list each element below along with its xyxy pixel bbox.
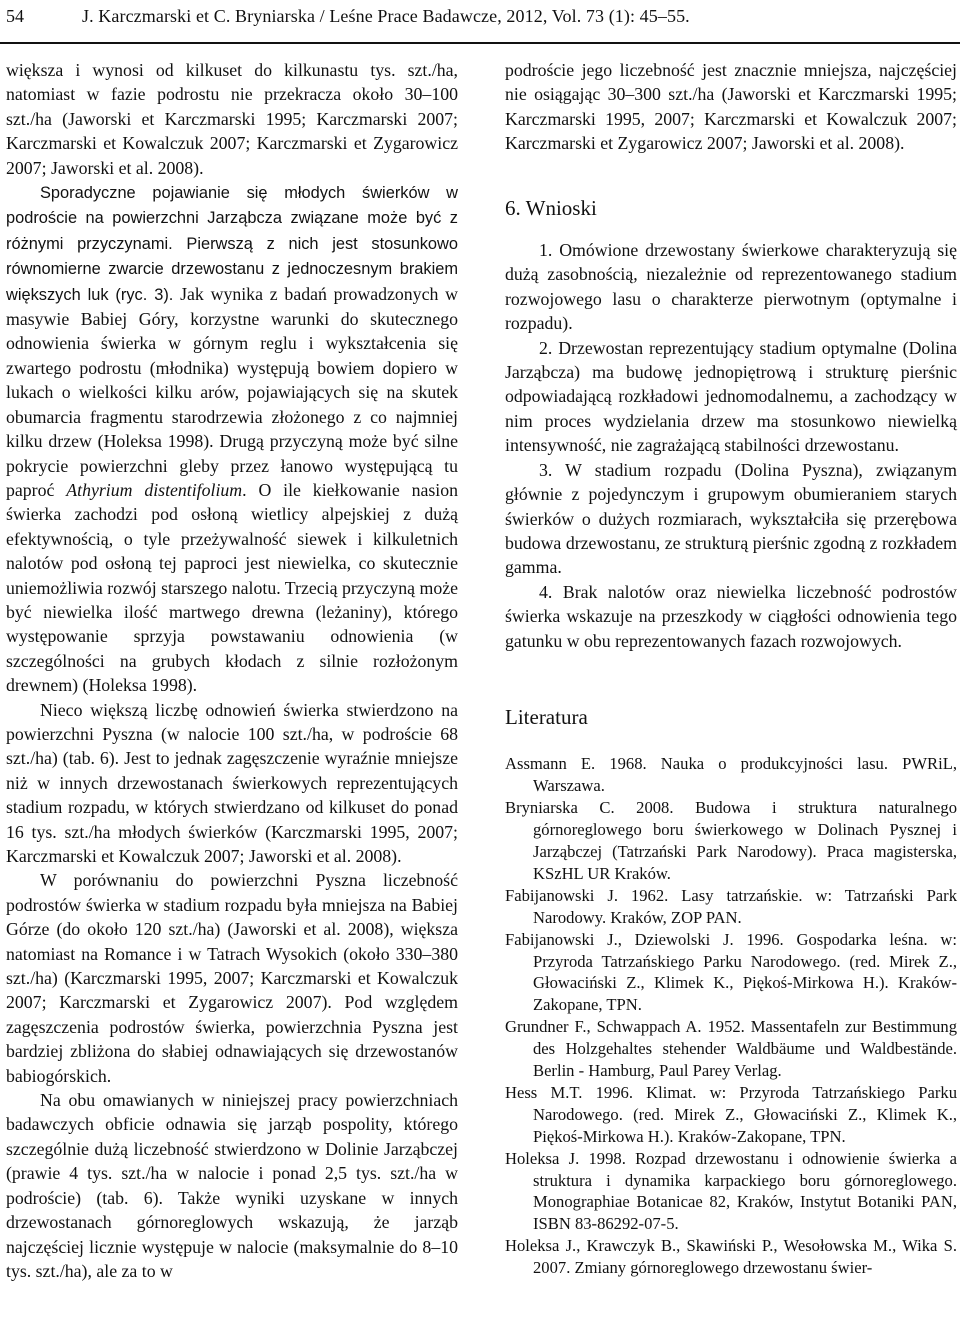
right-column bbox=[505, 58, 957, 1279]
left-paragraph-1: większa i wynosi od kilkuset do kilkunastu tys. szt./ha, natomiast w fazie podrostu nie przekracza około 30–100 szt./ha (Jaworski et Karczmarski 1995; Karczmarski 2007; Karczmarski et Kowalczuk 2007; Karczmarski et Zygarowicz 2007; Jaworski et al. 2008). bbox=[6, 60, 458, 178]
page-header bbox=[0, 0, 960, 46]
header-rule bbox=[0, 42, 960, 44]
references-list bbox=[505, 753, 957, 1279]
reference-item: Holeksa J. 1998. Rozpad drzewostanu i odnowienie świerka a struktura i dynamika karpackiego boru górnoreglowego. Monographiae Botanicae 82, Kraków, Instytut Botaniki PAN, ISBN 83-86292-07-5. bbox=[505, 1148, 957, 1234]
reference-item: Assmann E. 1968. Nauka o produkcyjności lasu. PWRiL, Warszawa. bbox=[505, 754, 957, 796]
references-heading: Literatura bbox=[505, 704, 588, 729]
reference-item: Hess M.T. 1996. Klimat. w: Przyroda Tatrzańskiego Parku Narodowego. (red. Mirek Z., Głowaciński Z., Klimek K., Piękoś-Mirkowa H.). Kraków-Zakopane, TPN. bbox=[505, 1082, 957, 1146]
page-number: 54 bbox=[6, 6, 24, 26]
reference-item: Holeksa J., Krawczyk B., Skawiński P., Wesołowska M., Wika S. 2007. Zmiany górnoreglowego drzewostanu świer- bbox=[505, 1236, 957, 1278]
left-paragraph-5: Na obu omawianych w niniejszej pracy powierzchniach badawczych obficie odnawia się jarząb pospolity, którego szczególnie dużą liczebność stwierdzono w Dolinie Jarząbczej (prawie 4 tys. szt./ha w nalocie i ponad 2,5 tys. szt./ha w podroście) (tab. 6). Także wyniki uzyskane w innych drzewostanach górnoreglowych wskazują, że jarząb najczęściej licznie występuje w nalocie (maksymalnie do 8–10 tys. szt./ha), ale za to w bbox=[6, 1090, 458, 1281]
conclusion-item-2: 2. Drzewostan reprezentujący stadium optymalne (Dolina Jarząbcza) ma budowę jednopiętrową i strukturę pierśnic odpowiadającą rozkładowi jednomodalnemu, a zachodzący w nim proces wydzielania drzew ma stosunkowo niewielką intensywność, nie zagrażającą stabilności drzewostanu. bbox=[505, 337, 957, 456]
right-paragraph-1: podroście jego liczebność jest znacznie mniejsza, najczęściej nie osiągając 30–300 szt./ha (Jaworski et Karczmarski 1995; Karczmarski 1995, 2007; Karczmarski et Kowalczuk 2007; Karczmarski et Zygarowicz 2007; Jaworski et al. 2008). bbox=[505, 60, 957, 154]
reference-item: Bryniarska C. 2008. Budowa i struktura naturalnego górnoreglowego boru świerkowego w Dolinach Pysznej i Jarząbczej (Tatrzański Park Narodowy). Praca magisterska, KSzHL UR Kraków. bbox=[505, 798, 957, 883]
conclusion-item-3: 3. W stadium rozpadu (Dolina Pyszna), związanym głównie z pojedynczym i grupowym obumieraniem starych świerków o dużych rozmiarach, wykształciła się przerębowa budowa drzewostanu, ze strukturą pierśnic zgodną z rozkładem gamma. bbox=[505, 459, 957, 578]
reference-item: Fabijanowski J. 1962. Lasy tatrzańskie. w: Tatrzański Park Narodowy. Kraków, ZOP PAN. bbox=[505, 885, 957, 927]
reference-item: Fabijanowski J., Dziewolski J. 1996. Gospodarka leśna. w: Przyroda Tatrzańskiego Parku Narodowego. (red. Mirek Z., Głowaciński Z., Klimek K., Piękoś-Mirkowa H.). Kraków-Zakopane, TPN. bbox=[505, 929, 957, 1015]
species-name: Athyrium distentifolium bbox=[66, 479, 243, 500]
reference-item: Grundner F., Schwappach A. 1952. Massentafeln zur Bestimmung des Holzgehaltes stehender Waldbäume und Waldbestände. Berlin - Hamburg, Paul Parey Verlag. bbox=[505, 1017, 957, 1081]
left-paragraph-2 bbox=[6, 180, 458, 698]
left-column bbox=[6, 58, 458, 1283]
conclusion-item-1: 1. Omówione drzewostany świerkowe charakteryzują się dużą zasobnością, niezależnie od reprezentowanego stadium rozwojowego lasu o charakterze pierwotnym (optymalne i rozpadu). bbox=[505, 240, 957, 334]
running-head: J. Karczmarski et C. Bryniarska / Leśne Prace Badawcze, 2012, Vol. 73 (1): 45–55. bbox=[82, 6, 690, 26]
conclusions-heading: 6. Wnioski bbox=[505, 195, 597, 220]
conclusion-item-4: 4. Brak nalotów oraz niewielka liczebność podrostów świerka wskazuje na przeszkody w ciągłości odnowienia tego gatunku w obu reprezentowanych fazach rozwojowych. bbox=[505, 581, 957, 651]
left-paragraph-2-part-b: Jak wynika z badań prowadzonych w masywie Babiej Góry, korzystne warunki do skutecznego odnowienia świerka w górnym reglu i wykształcenia się zwartego podrostu (młodnika) występują bowiem dopiero w lukach o wielkości kilku arów, pojawiających się na skutek obumarcia fragmentu starodrzewia złożonego z co najmniej kilku drzew (Holeksa 1998). Drugą przyczyną może być silne pokrycie powierzchni gleby przez łanowo występującą tu paproć bbox=[6, 283, 458, 500]
conclusions-list bbox=[505, 238, 957, 653]
left-paragraph-2-part-c: . O ile kiełkowanie nasion świerka zachodzi pod osłoną wietlicy alpejskiej z dużą efektywnością, o tyle przeżywalność siewek i kilkuletnich nalotów pod osłoną tej paproci jest niewielka, co skutecznie uniemożliwia rozwój starszego nalotu. Trzecią przyczyną może być niewielka ilość martwego drewna (leżaniny), którego występowanie sprzyja powstawaniu odnowienia (w szczególności na grubych kłodach z silnie rozłożonym drewnem) (Holeksa 1998). bbox=[6, 479, 459, 696]
left-paragraph-4: W porównaniu do powierzchni Pyszna liczebność podrostów świerka w stadium rozpadu była mniejsza na Babiej Górze (do około 120 szt./ha) (Jaworski et al. 2008), większa natomiast na Romance i w Tatrach Wysokich (około 330–380 szt./ha) (Karczmarski 1995, 2007; Karczmarski et Kowalczuk 2007; Karczmarski et Zygarowicz 2007). Pod względem zagęszczenia podrostów świerka, powierzchnia Pyszna jest bardziej zbliżona do słabiej odnawiających się drzewostanów babiogórskich. bbox=[6, 870, 458, 1086]
left-paragraph-2-part-a: Sporadyczne pojawianie się młodych świerków w podroście na powierzchni Jarząbcza związane może być z różnymi przyczynami. Pierwszą z nich jest stosunkowo równomierne zwarcie drzewostanu z jednoczesnym brakiem większych luk (ryc. 3). bbox=[6, 184, 458, 304]
left-paragraph-3: Nieco większą liczbę odnowień świerka stwierdzono na powierzchni Pyszna (w nalocie 100 szt./ha, w podroście 68 szt./ha) (tab. 6). Jest to jednak zagęszczenie wyraźnie mniejsze niż w innych drzewostanach świerkowych reprezentujących stadium rozpadu, w których stwierdzano od kilkuset do ponad 16 tys. szt./ha młodych świerków (Karczmarski 1995, 2007; Karczmarski et Kowalczuk 2007; Jaworski et al. 2008). bbox=[6, 699, 458, 866]
